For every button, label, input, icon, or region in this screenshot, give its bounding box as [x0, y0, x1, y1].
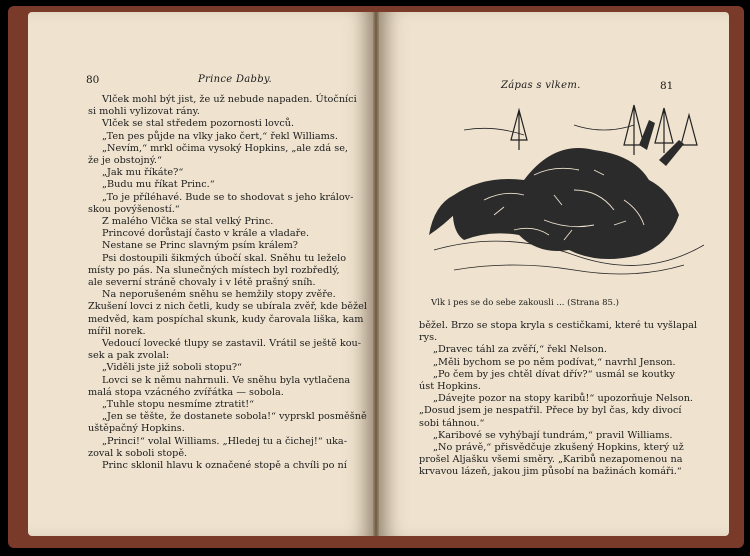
- text-line: „To je příléhavé. Bude se to shodovat s jeho králov-: [102, 191, 354, 203]
- text-line: Nestane se Princ slavným psím králem?: [102, 240, 298, 252]
- text-line: sobi táhnou.“: [419, 417, 485, 429]
- text-line: „Nevím,“ mrkl očima vysoký Hopkins, „ale zdá se,: [102, 142, 349, 154]
- text-line: sek a pak zvolal:: [88, 350, 170, 362]
- text-line: Psi dostoupili šikmých úbočí skal. Sněhu tu leželo: [102, 252, 347, 264]
- text-line: Princové dorůstají často v krále a vladaře.: [102, 228, 310, 240]
- text-line: Vedoucí lovecké tlupy se zastavil. Vrátil se ještě kou-: [102, 338, 362, 350]
- text-line: Z malého Vlčka se stal velký Princ.: [102, 216, 274, 228]
- text-line: Princ sklonil hlavu k označené stopě a chvíli po ní: [102, 460, 347, 472]
- text-line: ale severní stráně chovaly i v létě prašný sníh.: [88, 277, 316, 289]
- text-line: Lovci se k němu nahrnuli. Ve sněhu byla vytlačena: [102, 374, 351, 386]
- text-line: si mohli vylizovat rány.: [88, 106, 200, 118]
- text-line: běžel. Brzo se stopa kryla s cestičkami, které tu vyšlapal: [419, 320, 697, 331]
- text-line: Vlček mohl být jist, že už nebude napaden. Útočníci: [102, 94, 357, 105]
- text-line: medvěd, kam pospíchal skunk, kudy čarovala liška, kam: [88, 313, 364, 325]
- right-body-text: [419, 320, 697, 479]
- text-line: „Budu mu říkat Princ.“: [102, 179, 215, 191]
- text-line: Zkušení lovci z nich četli, kudy se ubírala zvěř, kde běžel: [88, 301, 367, 313]
- text-line: místy po pás. Na slunečných místech byl rozbředlý,: [88, 264, 340, 276]
- text-line: „Dosud jsem je nespatřil. Přece by byl čas, kdy divocí: [419, 405, 682, 417]
- text-line: Na neporušeném sněhu se hemžily stopy zvěře.: [102, 289, 336, 301]
- text-line: skou povýšeností.“: [88, 203, 180, 215]
- wolf-dog-fight-illustration: [424, 100, 709, 290]
- text-line: „Viděli jste již soboli stopu?“: [102, 362, 242, 374]
- text-line: „Měli bychom se po něm podívat,“ navrhl Jenson.: [433, 356, 676, 368]
- left-body-text: [88, 94, 367, 472]
- text-line: malá stopa vzácného zvířátka — sobola.: [88, 386, 284, 398]
- text-line: „Jen se těšte, že dostanete sobola!“ vyprskl posměšně: [102, 411, 367, 423]
- text-line: „Dravec táhl za zvěří,“ řekl Nelson.: [433, 344, 607, 356]
- left-page: [28, 12, 373, 536]
- running-head-left: Prince Dabby.: [198, 74, 273, 85]
- page-number-left: 80: [86, 74, 100, 86]
- illustration-caption: Vlk i pes se do sebe zakousli ... (Strana 85.): [431, 298, 619, 308]
- text-line: prošel Aljašku všemi směry. „Karibů nezapomenou na: [419, 454, 683, 466]
- text-line: zoval k soboli stopě.: [88, 447, 188, 459]
- text-line: „Jak mu říkáte?“: [102, 167, 184, 179]
- text-line: mířil norek.: [88, 325, 146, 337]
- text-line: „Po čem by jes chtěl dívat dřív?“ usmál se koutky: [433, 368, 675, 380]
- text-line: „Dávejte pozor na stopy karibů!“ upozorňuje Nelson.: [433, 393, 694, 405]
- text-line: krvavou lázeň, jakou jim působí na bažinách komáři.“: [419, 466, 682, 478]
- running-head-right: Zápas s vlkem.: [501, 80, 581, 91]
- text-line: rys.: [419, 332, 438, 344]
- text-line: „Princi!“ volal Williams. „Hledej tu a čichej!“ uka-: [102, 435, 347, 447]
- text-line: úst Hopkins.: [419, 381, 481, 393]
- text-line: že je obstojný.“: [88, 155, 162, 167]
- right-page: [379, 12, 729, 536]
- text-line: uštěpačný Hopkins.: [88, 423, 185, 435]
- text-line: „Tuhle stopu nesmíme ztratit!“: [102, 399, 255, 411]
- text-line: „No právě,“ přisvědčuje zkušený Hopkins, který už: [433, 442, 684, 454]
- text-line: „Ten pes půjde na vlky jako čert,“ řekl Williams.: [102, 130, 338, 142]
- page-number-right: 81: [660, 80, 674, 92]
- text-line: „Karibové se vyhýbají tundrám,“ pravil Williams.: [433, 429, 673, 441]
- text-line: Vlček se stal středem pozornosti lovců.: [102, 118, 295, 130]
